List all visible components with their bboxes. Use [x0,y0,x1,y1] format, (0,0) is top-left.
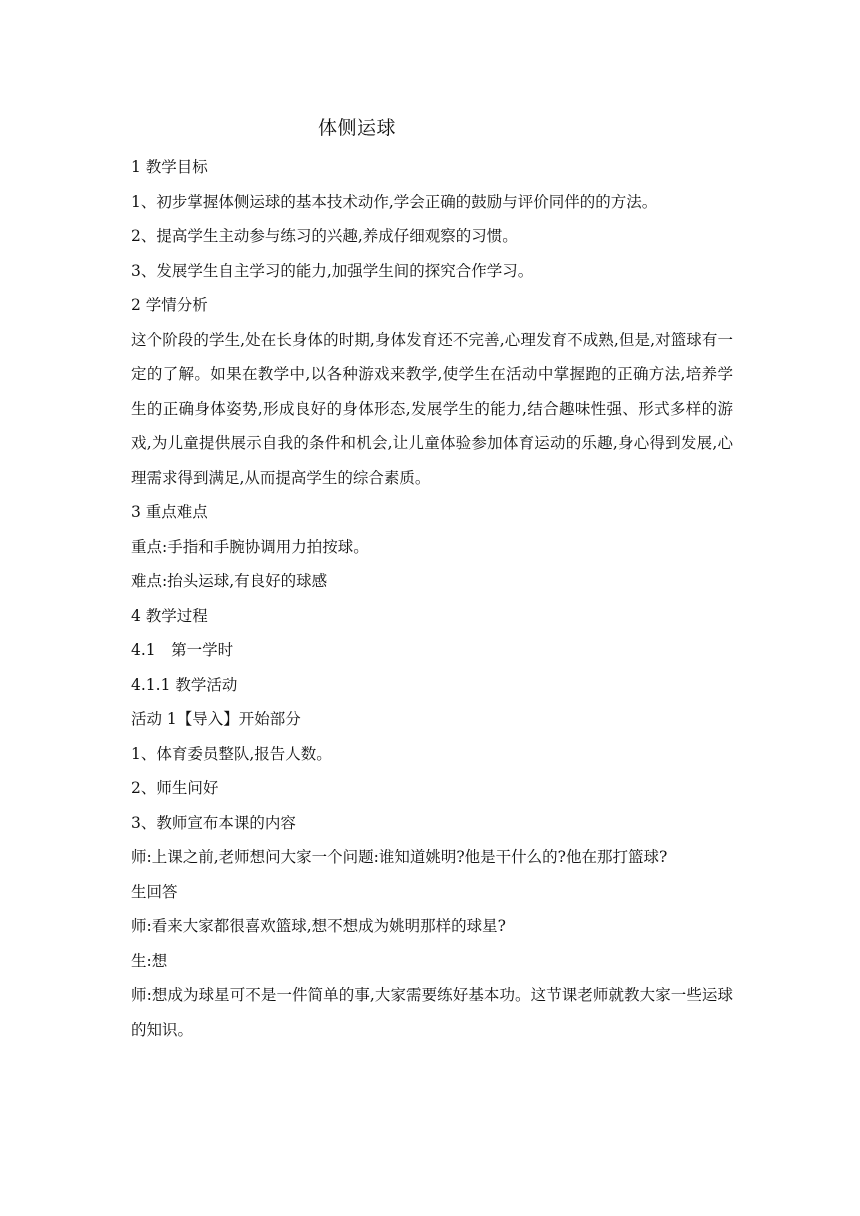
document-title: 体侧运球 [318,117,397,139]
section-heading-process: 4 教学过程 [131,606,208,625]
activity-sub-heading: 4.1.1 教学活动 [131,675,238,694]
objective-item: 2、提高学生主动参与练习的兴趣,养成仔细观察的习惯。 [131,227,518,245]
analysis-paragraph: 这个阶段的学生,处在长身体的时期,身体发育还不完善,心理发育不成熟,但是,对篮球有一定的了解。如果在教学中,以各种游戏来教学,使学生在活动中掌握跑的正确方法,培养学生的正确身体姿势,形成良好的身体形态,发展学生的能力,结合趣味性强、形式多样的游戏,为儿童提供展示自我的条件和机会,让儿童体验参加体育运动的乐趣,身心得到发展,心理需求得到满足,从而提高学生的综合素质。 [131,330,733,487]
lesson-sub-heading: 4.1 第一学时 [131,641,234,659]
dialogue-line: 生回答 [131,882,178,901]
key-point-text: 重点:手指和手腕协调用力拍按球。 [131,537,369,556]
section-heading-analysis: 2 学情分析 [131,296,208,314]
section-heading-objectives: 1 教学目标 [131,158,208,176]
dialogue-line: 师:看来大家都很喜欢篮球,想不想成为姚明那样的球星? [131,917,506,935]
dialogue-line: 师:上课之前,老师想问大家一个问题:谁知道姚明?他是干什么的?他在那打篮球? [131,848,668,866]
step-item: 2、师生问好 [131,779,219,797]
dialogue-line: 师:想成为球星可不是一件简单的事,大家需要练好基本功。这节课老师就教大家一些运球的知识。 [131,986,733,1039]
objective-item: 3、发展学生自主学习的能力,加强学生间的探究合作学习。 [131,261,534,280]
dialogue-line: 生:想 [131,951,168,970]
difficulty-text: 难点:抬头运球,有良好的球感 [131,572,328,590]
step-item: 3、教师宣布本课的内容 [131,813,296,832]
objective-item: 1、初步掌握体侧运球的基本技术动作,学会正确的鼓励与评价同伴的的方法。 [131,192,658,211]
step-item: 1、体育委员整队,报告人数。 [131,744,332,763]
section-heading-key-points: 3 重点难点 [131,503,208,521]
activity-heading: 活动 1【导入】开始部分 [131,710,301,728]
document-body [131,150,733,1047]
